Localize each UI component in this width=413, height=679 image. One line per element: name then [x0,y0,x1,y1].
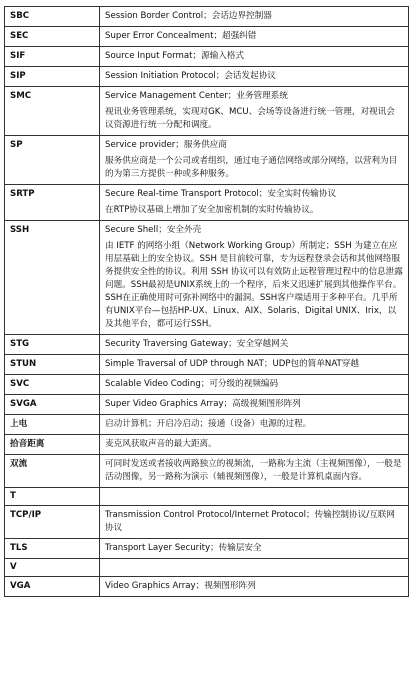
definition-text: Transport Layer Security；传输层安全 [105,543,262,553]
glossary-term: SVGA [5,395,100,415]
glossary-definition [100,27,409,47]
glossary-definition [100,7,409,27]
glossary-definition [100,87,409,136]
glossary-term: SRTP [5,185,100,221]
definition-text: Session Border Control；会话边界控制器 [105,11,272,21]
section-row [5,559,409,577]
glossary-table [4,6,409,597]
table-row [5,221,409,335]
definition-text: Service Management Center；业务管理系统 [105,91,288,101]
definition-text: Security Traversing Gateway；安全穿越网关 [105,339,289,349]
definition-description: 由 IETF 的网络小组（Network Working Group）所制定；SSH 为建立在应用层基础上的安全协议。SSH 是目前较可靠，专为远程登录会话和其他网络服务提供安全性的协议。利用 SSH 协议可以有效防止远程管理过程中的信息泄露问题。SSH最初是UNIX系统上的一个程序，后来又迅速扩展到其他操作平台。SSH在正确使用时可弥补网络中的漏洞。SSH客户端适用于多种平台。几乎所有UNIX平台—包括HP-UX、Linux、AIX、Solaris、Digital UNIX、Irix，以及其他平台，都可运行SSH。 [105,241,403,329]
glossary-term: SP [5,136,100,185]
glossary-definition [100,335,409,355]
definition-text: Secure Real-time Transport Protocol；安全实时传输协议 [105,189,337,199]
definition-description: 在RTP协议基础上增加了安全加密机制的实时传输协议。 [105,205,319,215]
glossary-definition [100,506,409,539]
glossary-definition [100,67,409,87]
glossary-term: STUN [5,355,100,375]
glossary-definition [100,435,409,455]
table-row [5,136,409,185]
table-row [5,47,409,67]
definition-text: Simple Traversal of UDP through NAT；UDP包的简单NAT穿越 [105,359,359,369]
definition-description: 视讯业务管理系统，实现对GK、MCU、会场等设备进行统一管理，对视讯会议资源进行统一分配和调度。 [105,107,395,130]
definition-text: Service provider；服务供应商 [105,140,227,150]
glossary-definition [100,221,409,335]
definition-text: Source Input Format；源输入格式 [105,51,245,61]
glossary-definition [100,577,409,597]
glossary-term: 上电 [5,415,100,435]
table-row [5,539,409,559]
glossary-term: SVC [5,375,100,395]
table-row [5,27,409,47]
table-row [5,87,409,136]
glossary-term: SEC [5,27,100,47]
definition-text: Video Graphics Array；视频图形阵列 [105,581,256,591]
glossary-term: SIF [5,47,100,67]
glossary-definition [100,355,409,375]
table-row [5,7,409,27]
glossary-term: TCP/IP [5,506,100,539]
table-row [5,185,409,221]
definition-text: 可同时发送或者接收两路独立的视频流，一路称为主流（主视频图像），一般是活动图像，另一路称为演示（辅视频图像），一般是计算机桌面内容。 [105,459,402,482]
glossary-definition [100,455,409,488]
table-row [5,375,409,395]
glossary-term: SIP [5,67,100,87]
glossary-term: SMC [5,87,100,136]
glossary-definition [100,559,409,577]
glossary-term: SSH [5,221,100,335]
glossary-term: TLS [5,539,100,559]
definition-text: 麦克风获取声音的最大距离。 [105,439,217,449]
definition-text: Super Error Concealment；超强纠错 [105,31,257,41]
table-row [5,395,409,415]
glossary-definition [100,415,409,435]
glossary-definition [100,375,409,395]
definition-description: 服务供应商是一个公司或者组织，通过电子通信网络或部分网络，以营利为目的为第三方提供一种或多种服务。 [105,156,398,179]
table-row [5,455,409,488]
glossary-term: 拾音距离 [5,435,100,455]
glossary-term: SBC [5,7,100,27]
table-row [5,435,409,455]
glossary-definition [100,47,409,67]
definition-text: Super Video Graphics Array；高级视频图形阵列 [105,399,301,409]
glossary-definition [100,539,409,559]
section-row [5,488,409,506]
section-letter: V [5,559,100,577]
glossary-definition [100,395,409,415]
definition-text: Secure Shell；安全外壳 [105,225,202,235]
definition-text: Scalable Video Coding；可分级的视频编码 [105,379,279,389]
definition-text: 启动计算机；开启冷启动；接通（设备）电源的过程。 [105,419,312,429]
table-row [5,335,409,355]
glossary-definition [100,136,409,185]
table-row [5,577,409,597]
table-row [5,506,409,539]
table-row [5,415,409,435]
table-row [5,67,409,87]
section-letter: T [5,488,100,506]
glossary-term: 双流 [5,455,100,488]
glossary-term: STG [5,335,100,355]
definition-text: Transmission Control Protocol/Internet Protocol；传输控制协议/互联网协议 [105,510,395,533]
glossary-definition [100,488,409,506]
glossary-definition [100,185,409,221]
glossary-term: VGA [5,577,100,597]
definition-text: Session Initiation Protocol；会话发起协议 [105,71,276,81]
table-row [5,355,409,375]
glossary-body [5,7,409,597]
